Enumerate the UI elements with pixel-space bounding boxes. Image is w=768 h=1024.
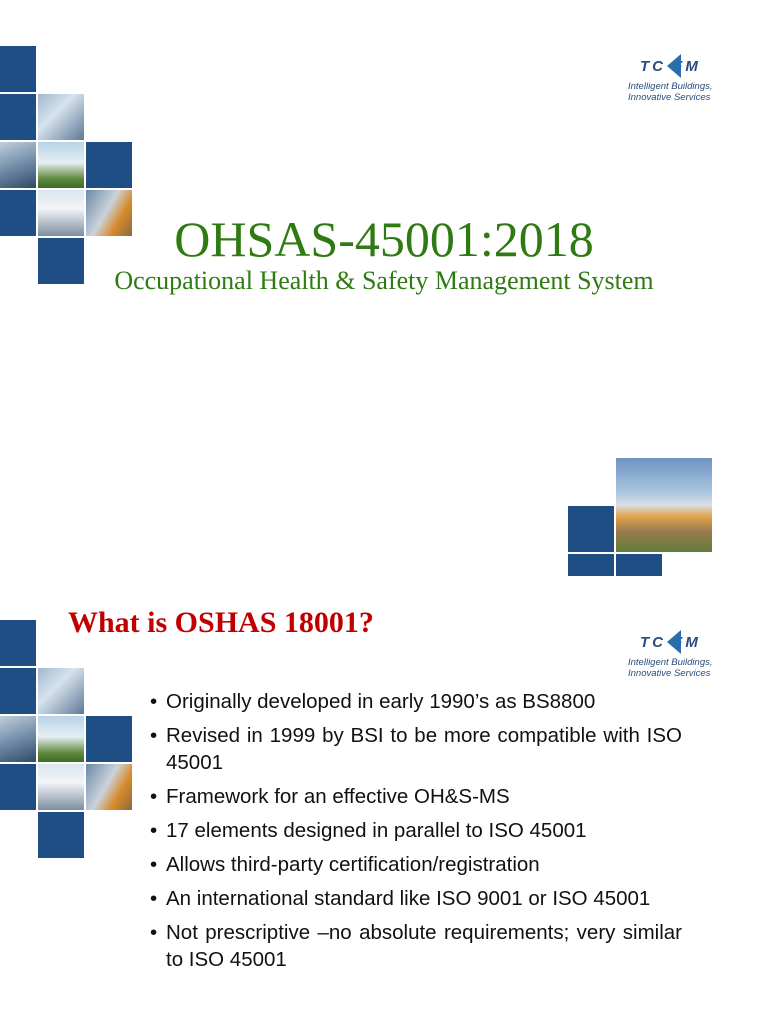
building-photo-tile xyxy=(0,716,36,762)
slide-divider xyxy=(0,576,768,592)
logo-mark: TC FM xyxy=(640,634,701,651)
building-photo-tile xyxy=(86,764,132,810)
slide-2-title: What is OSHAS 18001? xyxy=(68,606,374,639)
building-photo-tile xyxy=(38,764,84,810)
logo-chevron-icon xyxy=(667,54,681,78)
blue-tile xyxy=(0,668,36,714)
slide-title: OHSAS-45001:2018 xyxy=(174,211,594,267)
bullet-item: • Revised in 1999 by BSI to be more compatible with ISO 45001 xyxy=(150,722,682,776)
logo-tagline-line2: Innovative Services xyxy=(628,668,711,679)
logo-chevron-icon xyxy=(667,630,681,654)
blue-tile xyxy=(86,142,132,188)
bullet-item: • Framework for an effective OH&S-MS xyxy=(150,783,682,810)
blue-tile xyxy=(568,554,614,576)
building-photo-tile xyxy=(38,94,84,140)
building-photo xyxy=(616,458,712,552)
logo-tagline xyxy=(628,81,713,103)
building-photo-tile xyxy=(38,716,84,762)
tcfm-logo xyxy=(628,634,713,679)
bullet-list xyxy=(150,688,682,980)
building-photo-tile xyxy=(38,668,84,714)
building-photo-tile xyxy=(38,142,84,188)
slide-subtitle: Occupational Health & Safety Management System xyxy=(114,266,654,295)
blue-tile xyxy=(86,716,132,762)
bullet-item: • Originally developed in early 1990’s as BS8800 xyxy=(150,688,682,715)
blue-tile xyxy=(0,620,36,666)
blue-tile xyxy=(0,764,36,810)
bullet-item: • Not prescriptive –no absolute requirements; very similar to ISO 45001 xyxy=(150,919,682,973)
blue-tile xyxy=(568,506,614,552)
bullet-item: • 17 elements designed in parallel to ISO 45001 xyxy=(150,817,682,844)
logo-tagline-line2: Innovative Services xyxy=(628,92,711,103)
blue-tile xyxy=(38,812,84,858)
blue-tile xyxy=(616,554,662,576)
bullet-item: • An international standard like ISO 9001 or ISO 45001 xyxy=(150,885,682,912)
logo-tagline-line1: Intelligent Buildings, xyxy=(628,81,713,92)
logo-mark: TC FM xyxy=(640,58,701,75)
bullet-item: • Allows third-party certification/registration xyxy=(150,851,682,878)
blue-tile xyxy=(0,46,36,92)
logo-tagline-line1: Intelligent Buildings, xyxy=(628,657,713,668)
building-photo-tile xyxy=(0,142,36,188)
blue-tile xyxy=(0,94,36,140)
logo-tagline xyxy=(628,657,713,679)
tcfm-logo xyxy=(628,58,713,103)
